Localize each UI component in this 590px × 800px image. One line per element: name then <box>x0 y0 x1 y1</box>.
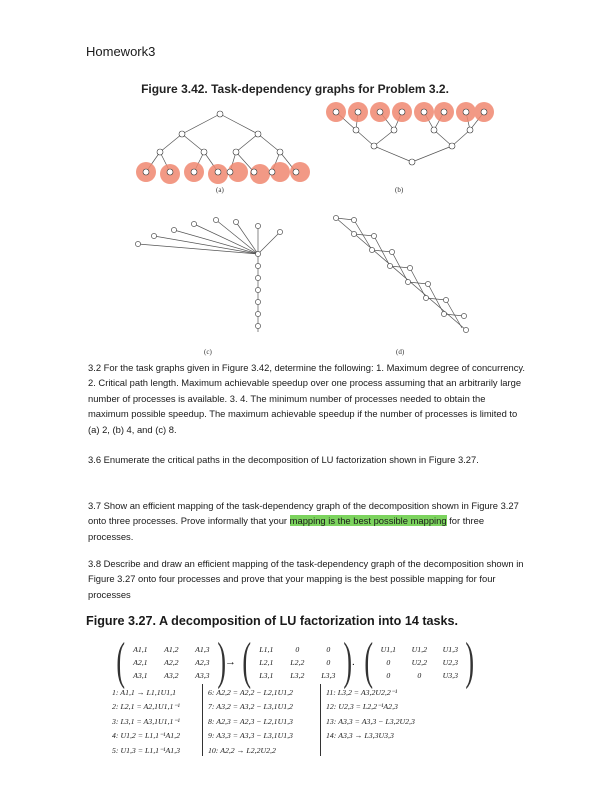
problem-3-7-text-before: 3.7 Show an efficient mapping of the task-dependency graph of the decomposition shown in Figure 3.27 onto three processes. Prove informally that your <box>88 500 519 527</box>
graph-a <box>120 100 320 200</box>
paren-right: ) <box>465 633 475 690</box>
panel-a-label: (a) <box>216 186 224 194</box>
highlighted-text: mapping is the best possible mapping <box>289 515 447 527</box>
matrix-l: ( L1,1 0 0 L2,1 L2,2 0 L3,1 L3,2 L3,3 ) <box>242 633 353 690</box>
dot-symbol: . <box>352 656 355 668</box>
paren-right: ) <box>343 633 353 690</box>
graph-c <box>120 208 320 358</box>
column-divider <box>202 684 203 756</box>
problem-3-2: 3.2 For the task graphs given in Figure 3.42, determine the following: 1. Maximum degree of concurrency. 2. Critical path length. Maximum achievable speedup over one process assuming that an arbitrarily large number of processes is available. 3. 4. The minimum number of processes needed to obtain the maximum possible speedup. The maximum achievable speedup if the number of processes is limited to (a) 2, (b) 4, and (c) 8. <box>88 362 526 435</box>
matrix-a: ( A1,1 A1,2 A1,3 A2,1 A2,2 A2,3 A3,1 A3,2 A3,3 ) <box>116 633 227 690</box>
panel-d-label: (d) <box>396 348 405 356</box>
matrix-u: ( U1,1 U1,2 U1,3 0 U2,2 U2,3 0 0 U3,3 ) <box>364 633 475 690</box>
graph-d <box>316 208 496 358</box>
steps-column-1: 1: A1,1 → L1,1U1,1 2: L2,1 = A2,1U1,1⁻¹ 3: L3,1 = A3,1U1,1⁻¹ 4: U1,2 = L1,1⁻¹A1,2 5: U1,3 = L1,1⁻¹A1,3 <box>112 688 181 755</box>
panel-b-label: (b) <box>395 186 404 194</box>
panel-c-label: (c) <box>204 348 212 356</box>
paren-left: ( <box>116 633 125 690</box>
problem-3-7 <box>88 498 528 544</box>
problem-3-7-text-after: for three processes. <box>88 515 485 542</box>
figure-327-caption: Figure 3.27. A decomposition of LU factorization into 14 tasks. <box>86 614 459 628</box>
steps-column-3: 11: L3,2 = A3,2U2,2⁻¹ 12: U2,3 = L2,2⁻¹A2,3 13: A3,3 = A3,3 − L3,2U2,3 14: A3,3 → L3,3U3,3 <box>326 688 415 741</box>
steps-column-2: 6: A2,2 = A2,2 − L2,1U1,2 7: A3,2 = A3,2 − L3,1U1,2 8: A2,3 = A2,3 − L2,1U1,3 9: A3,3 = A3,3 − L3,1U1,3 10: A2,2 → L2,2U2,2 <box>208 688 293 755</box>
paren-right: ) <box>217 633 227 690</box>
paren-left: ( <box>242 633 251 690</box>
column-divider <box>320 684 321 756</box>
problem-3-8: 3.8 Describe and draw an efficient mapping of the task-dependency graph of the decomposition shown in Figure 3.27 onto four processes and prove that your mapping is the best possible mapping for four processes <box>88 558 524 600</box>
page-title: Homework3 <box>86 44 156 59</box>
problem-3-6: 3.6 Enumerate the critical paths in the decomposition of LU factorization shown in Figure 3.27. <box>88 454 479 465</box>
graph-b <box>316 100 496 200</box>
paren-left: ( <box>364 633 373 690</box>
arrow-symbol: → <box>225 656 236 668</box>
figure-342-caption: Figure 3.42. Task-dependency graphs for Problem 3.2. <box>141 82 449 96</box>
